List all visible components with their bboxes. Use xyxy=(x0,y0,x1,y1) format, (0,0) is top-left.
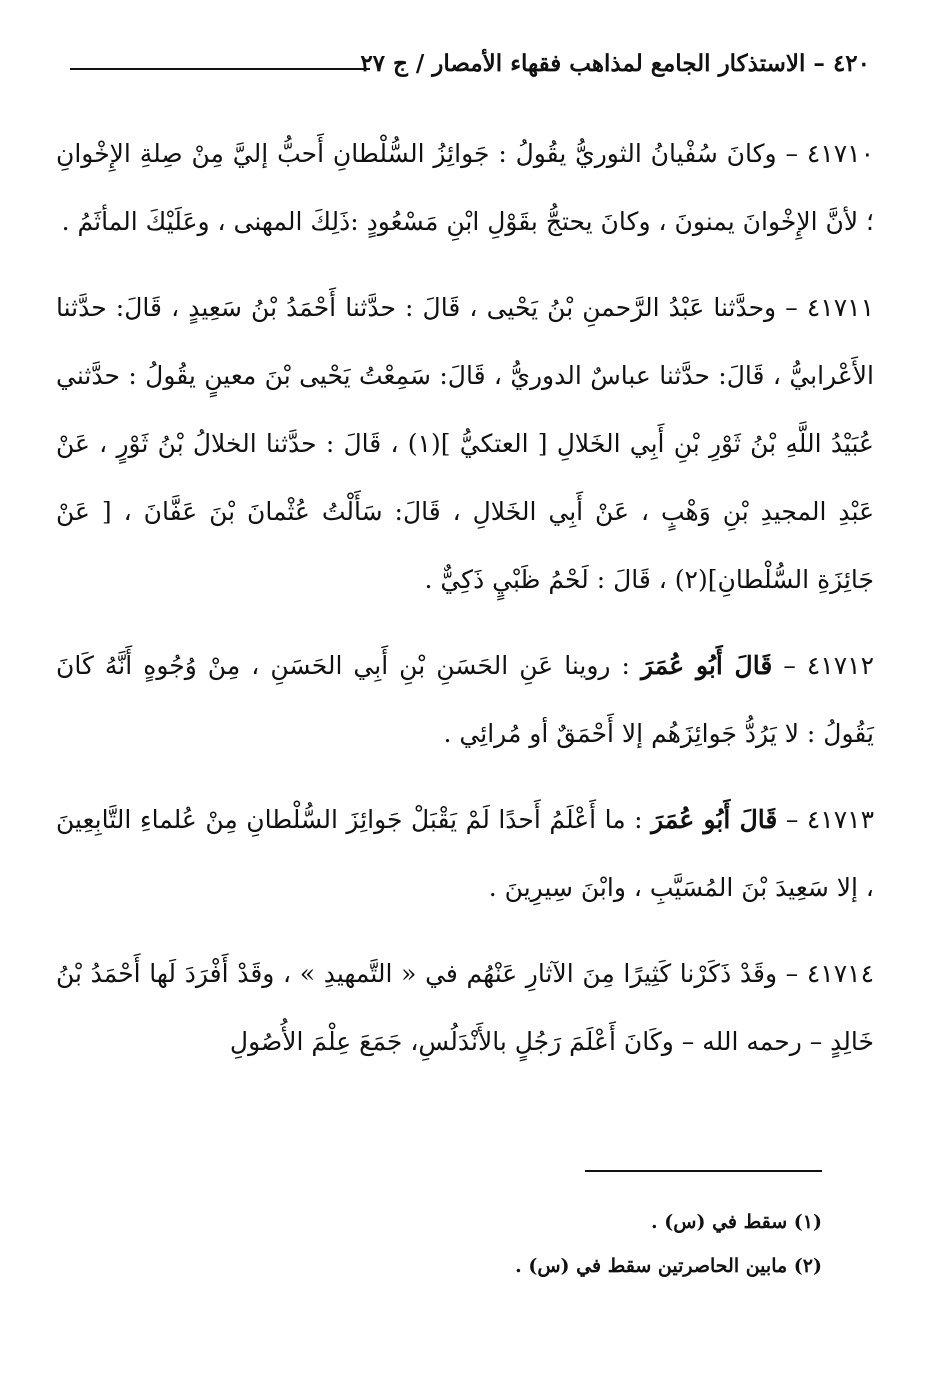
footnotes xyxy=(108,1200,822,1288)
paragraph-number: ٤١٧١١ xyxy=(806,293,875,322)
footnote-1: (١) سقط في (س) . xyxy=(651,1211,822,1233)
paragraph-41713: ٤١٧١٣ – قَالَ أَبُو عُمَرَ : ما أَعْلَمُ أَحدًا لَمْ يَقْبَلْ جَوائِزَ السُّلْطانِ مِنْ عُلماءِ التَّابِعِينَ ، إلا سَعِيدَ بْنَ المُسَيَّبِ ، وابْنَ سِيرِينَ . xyxy=(56,805,874,902)
paragraph-text: – وحدَّثنا عَبْدُ الرَّحمنِ بْنُ يَحْيى ، قَالَ : حدَّثنا أَحْمَدُ بْنُ سَعِيدٍ ، قَالَ: حدَّثنا الأَعْرابيُّ ، قَالَ: حدَّثنا عباسٌ الدوريُّ ، قَالَ: سَمِعْتُ يَحْيى بْنَ معينٍ يقُولُ : حدَّثني عُبَيْدُ اللَّهِ بْنُ ثَوْرِ بْنِ أَبِي الخَلالِ [ العتكيُّ ](١) ، قَالَ : حدَّثنا الخلالُ بْنُ ثَوْرٍ ، عَنْ عَبْدِ المجيدِ بْنِ وَهْبٍ ، عَنْ أَبِي الخَلالِ ، قَالَ: سَأَلْتُ عُثْمانَ بْنَ عَفَّانَ ، [ عَنْ جَائِزَةِ السُّلْطانِ](٢) ، قَالَ : لَحْمُ ظَبْيٍ ذَكِيٌّ . xyxy=(56,293,874,594)
paragraph-41711 xyxy=(56,274,874,614)
header-title: ٤٢٠ – الاستذكار الجامع لمذاهب فقهاء الأمصار / ج ٢٧ xyxy=(360,50,870,77)
main-text xyxy=(56,120,874,1094)
paragraph-text: : ما أَعْلَمُ أَحدًا لَمْ يَقْبَلْ جَوائِزَ السُّلْطانِ مِنْ عُلماءِ التَّابِعِينَ ، إلا سَعِيدَ بْنَ المُسَيَّبِ ، وابْنَ سِيرِينَ . xyxy=(56,805,874,902)
footnote-2: (٢) مابين الحاصرتين سقط في (س) . xyxy=(515,1255,822,1277)
paragraph-41710 xyxy=(56,120,874,256)
paragraph-number: ٤١٧١٢ xyxy=(806,651,874,680)
paragraph-number: ٤١٧١٣ xyxy=(806,805,874,834)
paragraph-41712: ٤١٧١٢ – قَالَ أَبُو عُمَرَ : روينا عَنِ الحَسَنِ بْنِ أَبِي الحَسَنِ ، مِنْ وُجُوهٍ أَنَّهُ كَانَ يَقُولُ : لا يَرُدُّ جَوائِزَهُم إلا أَحْمَقٌ أو مُرائِي . xyxy=(56,651,874,748)
footnote-rule xyxy=(585,1170,822,1172)
paragraph-number: ٤١٧١٤ xyxy=(806,959,874,988)
paragraph-lead: قَالَ أَبُو عُمَرَ xyxy=(651,805,778,834)
paragraph-number: ٤١٧١٠ xyxy=(806,139,874,168)
paragraph-lead: قَالَ أَبُو عُمَرَ xyxy=(641,651,773,680)
paragraph-text: – وقَدْ ذَكَرْنا كَثِيرًا مِنَ الآثارِ عَنْهُم في « التَّمهيدِ » ، وقَدْ أَفْرَدَ لَها أَحْمَدُ بْنُ خَالِدٍ – رحمه الله – وكَانَ أَعْلَمَ رَجُلٍ بالأَنْدَلُسِ، جَمَعَ عِلْمَ الأُصُولِ xyxy=(56,959,874,1056)
paragraph-text: : روينا عَنِ الحَسَنِ بْنِ أَبِي الحَسَنِ ، مِنْ وُجُوهٍ أَنَّهُ كَانَ يَقُولُ : لا يَرُدُّ جَوائِزَهُم إلا أَحْمَقٌ أو مُرائِي . xyxy=(56,651,874,748)
running-header xyxy=(60,44,870,90)
paragraph-text: – وكانَ سُفْيانُ الثوريُّ يقُولُ : جَوائِزُ السُّلْطانِ أَحبُّ إليَّ مِنْ صِلةِ الإِخْوانِ ؛ لأنَّ الإِخْوانَ يمنونَ ، وكانَ يحتجُّ بقَوْلِ ابْنِ مَسْعُودٍ :ذَلِكَ المهنى ، وعَلَيْكَ المأثَمُ . xyxy=(56,139,874,236)
header-rule xyxy=(70,68,370,70)
paragraph-41714 xyxy=(56,940,874,1076)
